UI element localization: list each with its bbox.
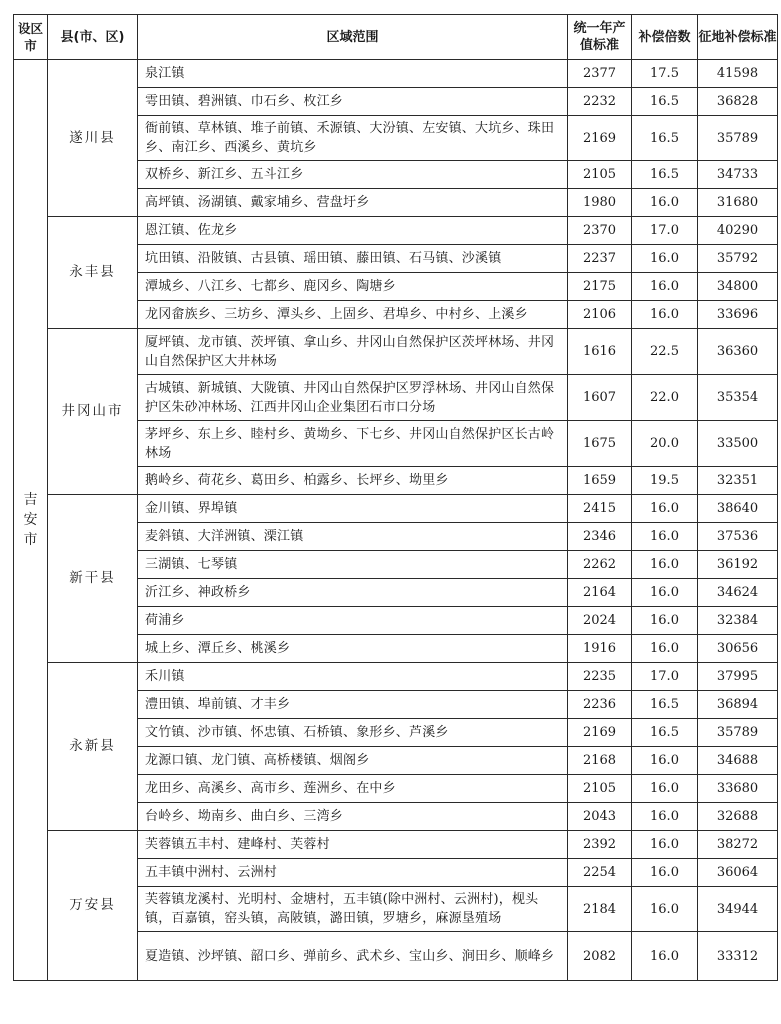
compensation-cell: 33680 bbox=[698, 775, 778, 803]
compensation-cell: 38272 bbox=[698, 831, 778, 859]
output-value-cell: 2169 bbox=[568, 719, 632, 747]
region-cell: 龙冈畲族乡、三坊乡、潭头乡、上固乡、君埠乡、中村乡、上溪乡 bbox=[138, 301, 568, 329]
multiple-cell: 16.0 bbox=[632, 579, 698, 607]
multiple-cell: 16.0 bbox=[632, 523, 698, 551]
table-row bbox=[14, 495, 778, 523]
table-header-row bbox=[14, 15, 778, 60]
county-cell: 永新县 bbox=[48, 663, 138, 831]
multiple-cell: 17.0 bbox=[632, 217, 698, 245]
multiple-cell: 16.5 bbox=[632, 88, 698, 116]
output-value-cell: 2236 bbox=[568, 691, 632, 719]
multiple-cell: 16.0 bbox=[632, 803, 698, 831]
county-cell: 万安县 bbox=[48, 831, 138, 981]
region-cell: 高坪镇、汤湖镇、戴家埔乡、营盘圩乡 bbox=[138, 189, 568, 217]
county-cell: 永丰县 bbox=[48, 217, 138, 329]
compensation-cell: 36360 bbox=[698, 329, 778, 375]
output-value-cell: 1607 bbox=[568, 375, 632, 421]
region-cell: 沂江乡、神政桥乡 bbox=[138, 579, 568, 607]
multiple-cell: 16.5 bbox=[632, 161, 698, 189]
compensation-cell: 34688 bbox=[698, 747, 778, 775]
output-value-cell: 2346 bbox=[568, 523, 632, 551]
multiple-cell: 16.0 bbox=[632, 245, 698, 273]
output-value-cell: 2262 bbox=[568, 551, 632, 579]
output-value-cell: 2254 bbox=[568, 859, 632, 887]
compensation-cell: 38640 bbox=[698, 495, 778, 523]
table-row bbox=[14, 329, 778, 375]
region-cell: 雩田镇、碧洲镇、巾石乡、枚江乡 bbox=[138, 88, 568, 116]
region-cell: 茅坪乡、东上乡、睦村乡、黄坳乡、下七乡、井冈山自然保护区长古岭林场 bbox=[138, 421, 568, 467]
compensation-cell: 34944 bbox=[698, 887, 778, 932]
table-row bbox=[14, 217, 778, 245]
multiple-cell: 16.0 bbox=[632, 551, 698, 579]
region-cell: 禾川镇 bbox=[138, 663, 568, 691]
header-multiple: 补偿倍数 bbox=[632, 15, 698, 60]
compensation-table bbox=[13, 14, 778, 981]
compensation-cell: 33696 bbox=[698, 301, 778, 329]
header-city: 设区市 bbox=[14, 15, 48, 60]
output-value-cell: 2392 bbox=[568, 831, 632, 859]
region-cell: 城上乡、潭丘乡、桃溪乡 bbox=[138, 635, 568, 663]
multiple-cell: 16.0 bbox=[632, 859, 698, 887]
compensation-cell: 36894 bbox=[698, 691, 778, 719]
header-output-value: 统一年产值标准 bbox=[568, 15, 632, 60]
region-cell: 龙田乡、高溪乡、高市乡、莲洲乡、在中乡 bbox=[138, 775, 568, 803]
region-cell: 澧田镇、埠前镇、才丰乡 bbox=[138, 691, 568, 719]
multiple-cell: 16.0 bbox=[632, 887, 698, 932]
compensation-cell: 32688 bbox=[698, 803, 778, 831]
compensation-cell: 32384 bbox=[698, 607, 778, 635]
multiple-cell: 16.0 bbox=[632, 747, 698, 775]
region-cell: 坑田镇、沿陂镇、古县镇、瑶田镇、藤田镇、石马镇、沙溪镇 bbox=[138, 245, 568, 273]
output-value-cell: 2105 bbox=[568, 775, 632, 803]
table-body bbox=[14, 60, 778, 981]
output-value-cell: 2168 bbox=[568, 747, 632, 775]
multiple-cell: 16.0 bbox=[632, 495, 698, 523]
city-name: 吉安市 bbox=[23, 492, 38, 548]
output-value-cell: 2106 bbox=[568, 301, 632, 329]
output-value-cell: 2082 bbox=[568, 932, 632, 981]
multiple-cell: 22.0 bbox=[632, 375, 698, 421]
multiple-cell: 16.0 bbox=[632, 635, 698, 663]
output-value-cell: 2105 bbox=[568, 161, 632, 189]
table-row bbox=[14, 663, 778, 691]
output-value-cell: 2415 bbox=[568, 495, 632, 523]
output-value-cell: 2024 bbox=[568, 607, 632, 635]
compensation-cell: 36192 bbox=[698, 551, 778, 579]
compensation-cell: 33312 bbox=[698, 932, 778, 981]
output-value-cell: 2164 bbox=[568, 579, 632, 607]
region-cell: 古城镇、新城镇、大陇镇、井冈山自然保护区罗浮林场、井冈山自然保护区朱砂冲林场、江西井冈山企业集团石市口分场 bbox=[138, 375, 568, 421]
output-value-cell: 1659 bbox=[568, 467, 632, 495]
compensation-cell: 35354 bbox=[698, 375, 778, 421]
region-cell: 鹅岭乡、荷花乡、葛田乡、柏露乡、长坪乡、坳里乡 bbox=[138, 467, 568, 495]
output-value-cell: 1916 bbox=[568, 635, 632, 663]
output-value-cell: 2237 bbox=[568, 245, 632, 273]
output-value-cell: 2232 bbox=[568, 88, 632, 116]
compensation-cell: 35789 bbox=[698, 719, 778, 747]
region-cell: 芙蓉镇龙溪村、光明村、金塘村，五丰镇(除中洲村、云洲村)，枧头镇，百嘉镇，窑头镇，高陂镇，潞田镇，罗塘乡，麻源垦殖场 bbox=[138, 887, 568, 932]
multiple-cell: 16.0 bbox=[632, 273, 698, 301]
output-value-cell: 1980 bbox=[568, 189, 632, 217]
multiple-cell: 22.5 bbox=[632, 329, 698, 375]
compensation-cell: 32351 bbox=[698, 467, 778, 495]
compensation-cell: 36828 bbox=[698, 88, 778, 116]
multiple-cell: 16.0 bbox=[632, 932, 698, 981]
multiple-cell: 16.0 bbox=[632, 189, 698, 217]
county-cell: 井冈山市 bbox=[48, 329, 138, 495]
compensation-cell: 37995 bbox=[698, 663, 778, 691]
compensation-cell: 35789 bbox=[698, 116, 778, 161]
table-row bbox=[14, 831, 778, 859]
region-cell: 潭城乡、八江乡、七都乡、鹿冈乡、陶塘乡 bbox=[138, 273, 568, 301]
multiple-cell: 20.0 bbox=[632, 421, 698, 467]
region-cell: 双桥乡、新江乡、五斗江乡 bbox=[138, 161, 568, 189]
compensation-cell: 33500 bbox=[698, 421, 778, 467]
output-value-cell: 1616 bbox=[568, 329, 632, 375]
multiple-cell: 16.5 bbox=[632, 691, 698, 719]
output-value-cell: 2370 bbox=[568, 217, 632, 245]
multiple-cell: 16.5 bbox=[632, 116, 698, 161]
region-cell: 夏造镇、沙坪镇、韶口乡、弹前乡、武术乡、宝山乡、涧田乡、顺峰乡 bbox=[138, 932, 568, 981]
region-cell: 金川镇、界埠镇 bbox=[138, 495, 568, 523]
table-row bbox=[14, 60, 778, 88]
multiple-cell: 16.0 bbox=[632, 301, 698, 329]
multiple-cell: 16.0 bbox=[632, 831, 698, 859]
compensation-cell: 31680 bbox=[698, 189, 778, 217]
multiple-cell: 16.0 bbox=[632, 607, 698, 635]
output-value-cell: 2184 bbox=[568, 887, 632, 932]
multiple-cell: 17.5 bbox=[632, 60, 698, 88]
region-cell: 芙蓉镇五丰村、建峰村、芙蓉村 bbox=[138, 831, 568, 859]
region-cell: 荷浦乡 bbox=[138, 607, 568, 635]
compensation-cell: 40290 bbox=[698, 217, 778, 245]
city-cell bbox=[14, 60, 48, 981]
compensation-cell: 34624 bbox=[698, 579, 778, 607]
compensation-cell: 34800 bbox=[698, 273, 778, 301]
compensation-cell: 35792 bbox=[698, 245, 778, 273]
multiple-cell: 16.0 bbox=[632, 775, 698, 803]
compensation-cell: 37536 bbox=[698, 523, 778, 551]
region-cell: 厦坪镇、龙市镇、茨坪镇、拿山乡、井冈山自然保护区茨坪林场、井冈山自然保护区大井林场 bbox=[138, 329, 568, 375]
output-value-cell: 2175 bbox=[568, 273, 632, 301]
output-value-cell: 2235 bbox=[568, 663, 632, 691]
county-cell: 新干县 bbox=[48, 495, 138, 663]
header-county: 县(市、区) bbox=[48, 15, 138, 60]
region-cell: 泉江镇 bbox=[138, 60, 568, 88]
compensation-cell: 36064 bbox=[698, 859, 778, 887]
region-cell: 五丰镇中洲村、云洲村 bbox=[138, 859, 568, 887]
multiple-cell: 17.0 bbox=[632, 663, 698, 691]
region-cell: 文竹镇、沙市镇、怀忠镇、石桥镇、象形乡、芦溪乡 bbox=[138, 719, 568, 747]
header-compensation: 征地补偿标准 bbox=[698, 15, 778, 60]
output-value-cell: 1675 bbox=[568, 421, 632, 467]
header-region: 区域范围 bbox=[138, 15, 568, 60]
output-value-cell: 2043 bbox=[568, 803, 632, 831]
compensation-table-container bbox=[13, 14, 777, 981]
multiple-cell: 19.5 bbox=[632, 467, 698, 495]
output-value-cell: 2169 bbox=[568, 116, 632, 161]
region-cell: 三湖镇、七琴镇 bbox=[138, 551, 568, 579]
multiple-cell: 16.5 bbox=[632, 719, 698, 747]
compensation-cell: 30656 bbox=[698, 635, 778, 663]
region-cell: 麦斜镇、大洋洲镇、溧江镇 bbox=[138, 523, 568, 551]
region-cell: 恩江镇、佐龙乡 bbox=[138, 217, 568, 245]
compensation-cell: 41598 bbox=[698, 60, 778, 88]
county-cell: 遂川县 bbox=[48, 60, 138, 217]
compensation-cell: 34733 bbox=[698, 161, 778, 189]
region-cell: 衙前镇、草林镇、堆子前镇、禾源镇、大汾镇、左安镇、大坑乡、珠田乡、南江乡、西溪乡、黄坑乡 bbox=[138, 116, 568, 161]
output-value-cell: 2377 bbox=[568, 60, 632, 88]
region-cell: 台岭乡、坳南乡、曲白乡、三湾乡 bbox=[138, 803, 568, 831]
region-cell: 龙源口镇、龙门镇、高桥楼镇、烟阁乡 bbox=[138, 747, 568, 775]
